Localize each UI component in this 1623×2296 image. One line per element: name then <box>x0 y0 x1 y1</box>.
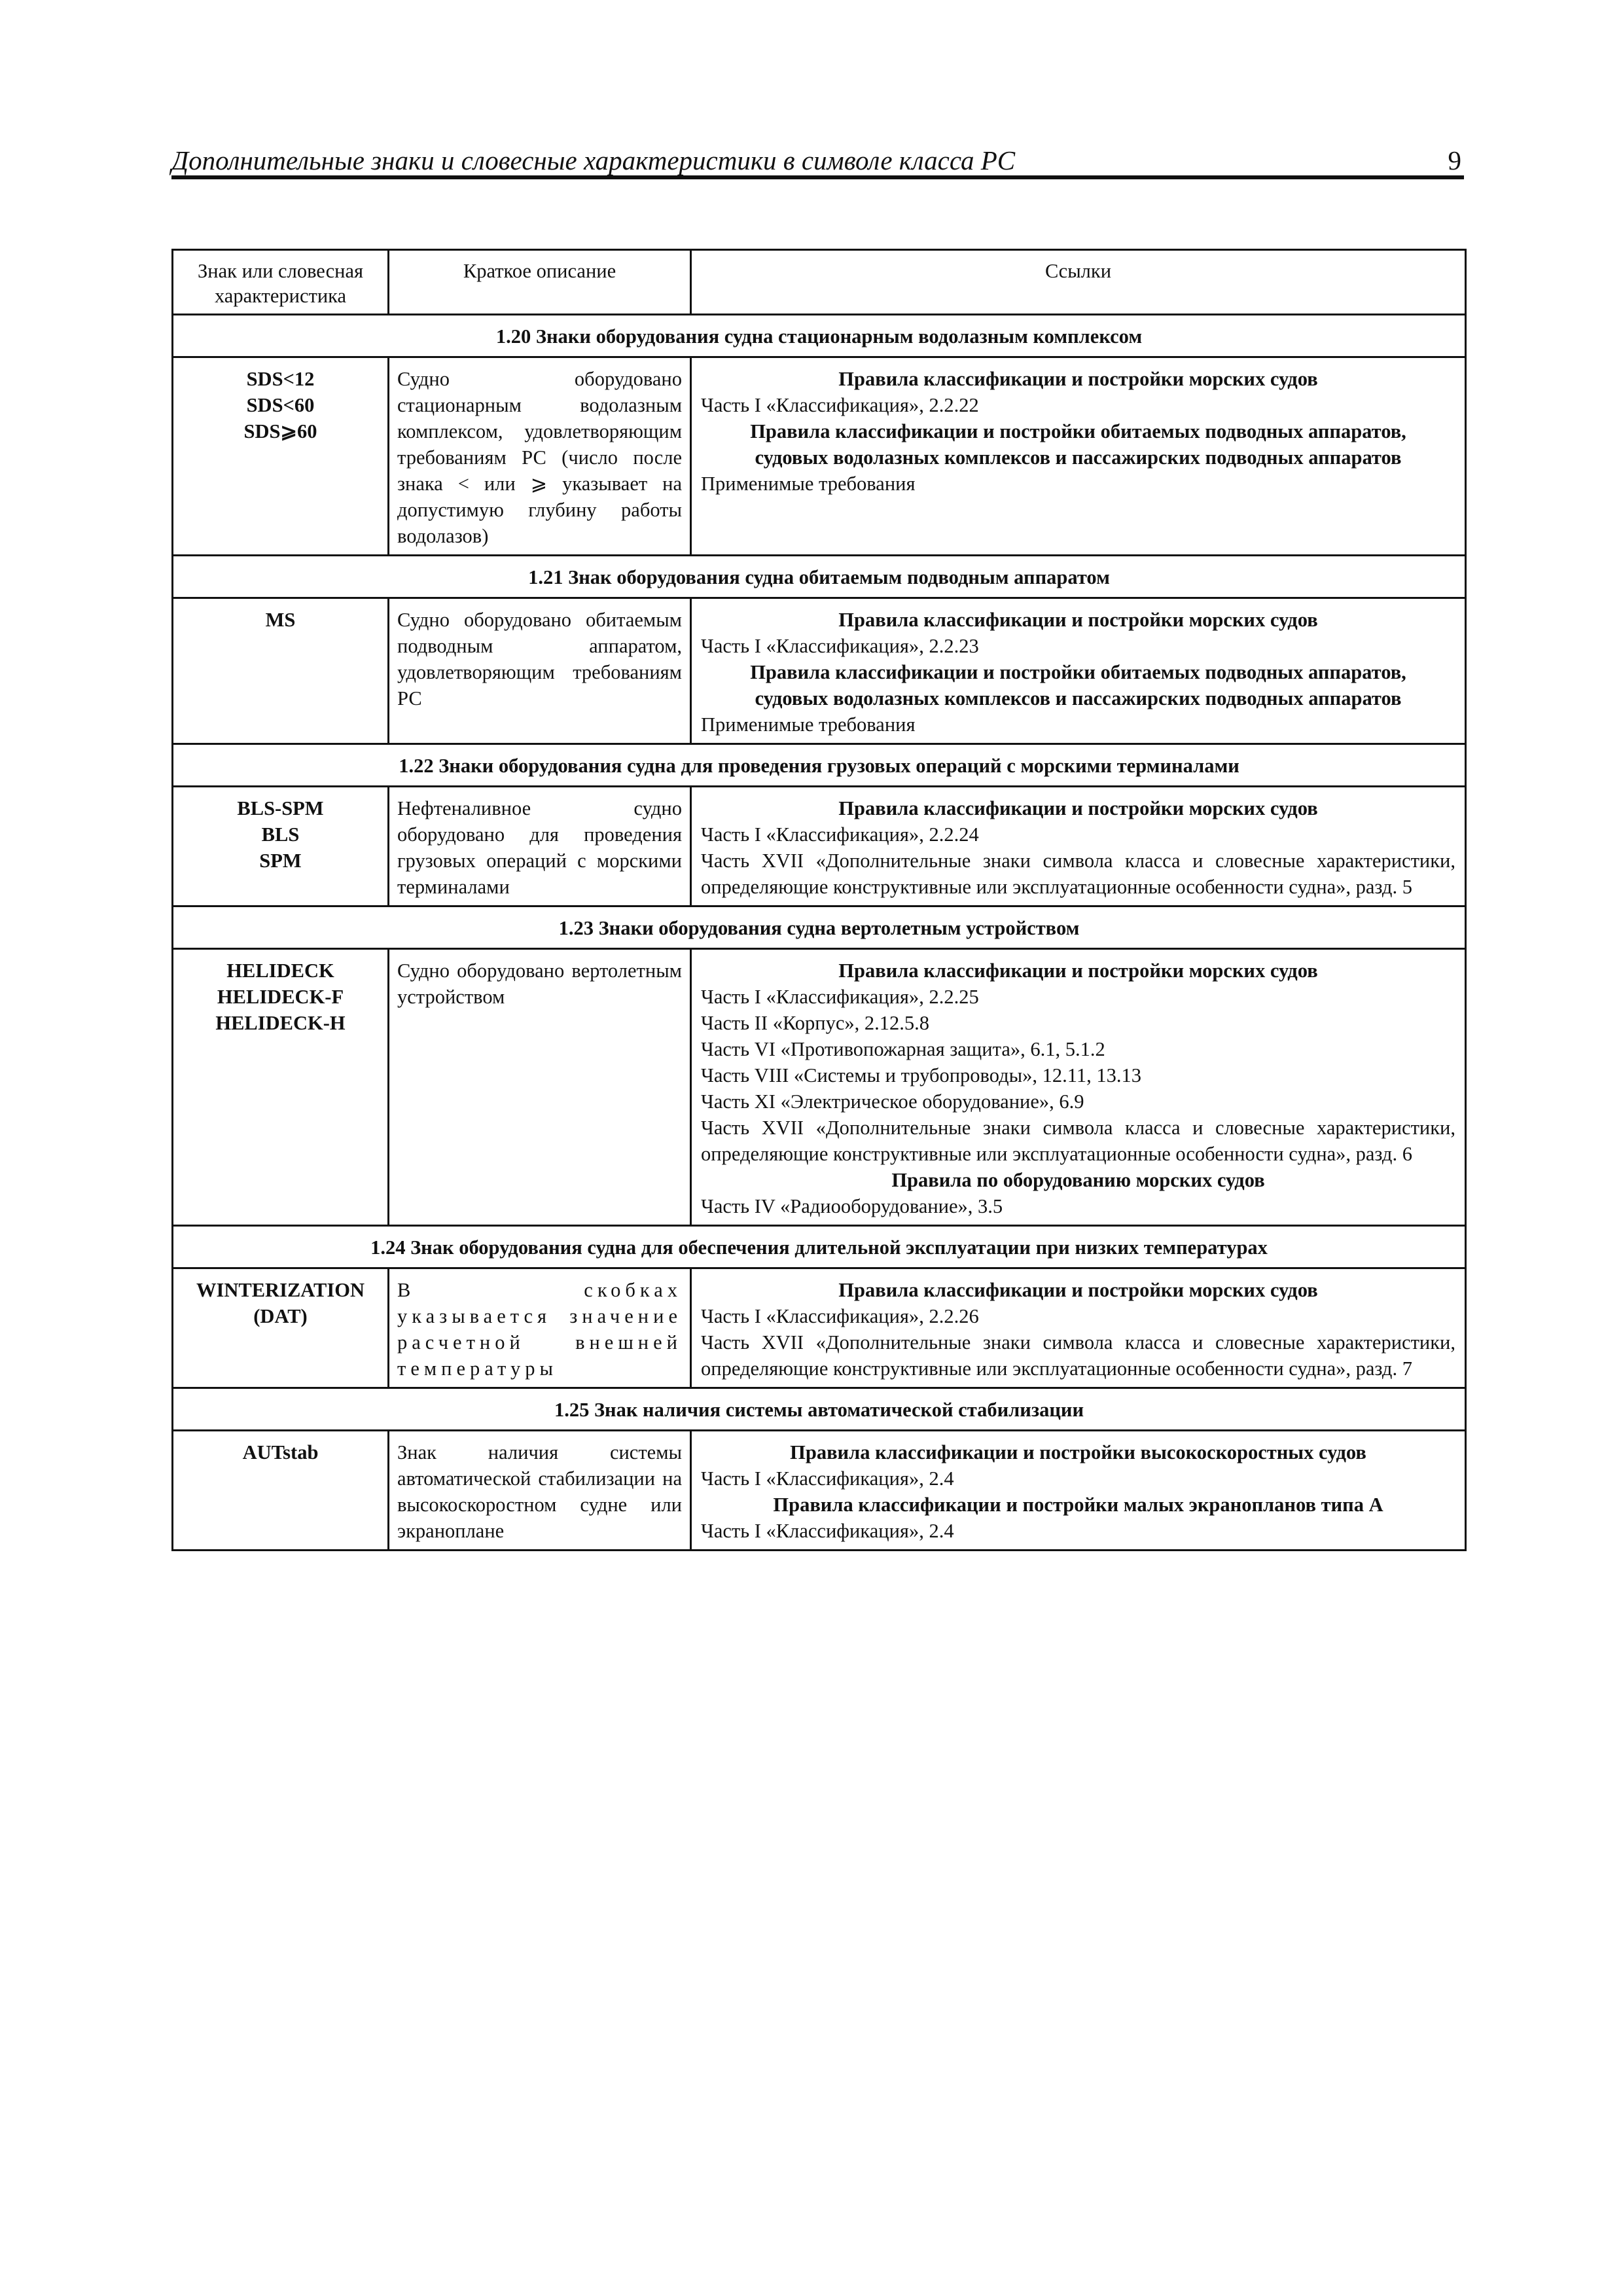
table-body <box>173 315 1466 1551</box>
section-title: 1.25 Знак наличия системы автоматической стабилизации <box>173 1388 1466 1431</box>
section-title: 1.23 Знаки оборудования судна вертолетным устройством <box>173 906 1466 949</box>
sign-cell <box>173 949 389 1226</box>
reference-item: Часть I «Классификация», 2.4 <box>701 1467 954 1490</box>
page-header <box>171 144 1464 179</box>
class-sign: HELIDECK-H <box>215 1012 346 1034</box>
references-cell <box>691 598 1466 744</box>
page-number: 9 <box>1448 145 1461 175</box>
reference-item: Часть IV «Радиооборудование», 3.5 <box>701 1195 1003 1217</box>
rules-document-title: Правила классификации и постройки обитаемых подводных аппаратов, <box>750 420 1406 442</box>
marks-table <box>171 249 1467 1551</box>
rules-document-title: Правила классификации и постройки морских судов <box>838 609 1318 631</box>
description-text: Нефтеналивное судно оборудовано для проведения грузовых операций с морскими терминалами <box>397 797 682 898</box>
reference-item: Часть I «Классификация», 2.2.24 <box>701 823 979 846</box>
reference-item: Часть XVII «Дополнительные знаки символа класса и словесные характеристики, определяющие конструктивные или эксплуатационные особенности судна», разд. 6 <box>701 1117 1455 1165</box>
reference-item: Часть XVII «Дополнительные знаки символа класса и словесные характеристики, определяющие конструктивные или эксплуатационные особенности судна», разд. 7 <box>701 1331 1455 1380</box>
sign-cell <box>173 787 389 906</box>
rules-document-title: Правила классификации и постройки морских судов <box>838 960 1318 982</box>
column-header-sign: Знак или словесная характеристика <box>173 250 389 315</box>
class-sign: AUTstab <box>242 1441 319 1463</box>
reference-item: Часть VI «Противопожарная защита», 6.1, 5.1.2 <box>701 1038 1105 1060</box>
section-heading-row <box>173 1226 1466 1268</box>
class-sign: HELIDECK-F <box>217 986 344 1008</box>
sign-cell <box>173 1268 389 1388</box>
rules-document-title: Правила классификации и постройки обитаемых подводных аппаратов, <box>750 661 1406 683</box>
column-header-references: Ссылки <box>691 250 1466 315</box>
description-text: Судно оборудовано обитаемым подводным аппаратом, удовлетворяющим требованиям РС <box>397 609 682 709</box>
section-heading-row <box>173 556 1466 598</box>
reference-item: Часть I «Классификация», 2.2.25 <box>701 986 979 1008</box>
running-title: Дополнительные знаки и словесные характеристики в символе класса РС <box>171 145 1016 175</box>
table-row <box>173 787 1466 906</box>
class-sign: SDS⩾60 <box>243 420 317 442</box>
description-cell <box>389 787 691 906</box>
references-cell <box>691 949 1466 1226</box>
rules-document-title: Правила классификации и постройки морских судов <box>838 797 1318 819</box>
description-cell <box>389 357 691 556</box>
class-sign: SDS<12 <box>246 368 315 390</box>
reference-item: Применимые требования <box>701 713 916 736</box>
class-sign: HELIDECK <box>226 960 334 982</box>
table-row <box>173 357 1466 556</box>
class-sign: SPM <box>259 850 302 872</box>
description-cell <box>389 1431 691 1551</box>
reference-item: Часть XVII «Дополнительные знаки символа класса и словесные характеристики, определяющие конструктивные или эксплуатационные особенности судна», разд. 5 <box>701 850 1455 898</box>
class-sign: WINTERIZATION <box>196 1279 365 1301</box>
section-heading-row <box>173 315 1466 357</box>
reference-item: Часть VIII «Системы и трубопроводы», 12.11, 13.13 <box>701 1064 1141 1086</box>
rules-document-title: Правила классификации и постройки высокоскоростных судов <box>790 1441 1366 1463</box>
rules-document-title: Правила классификации и постройки морских судов <box>838 1279 1318 1301</box>
section-title: 1.21 Знак оборудования судна обитаемым подводным аппаратом <box>173 556 1466 598</box>
reference-item: Применимые требования <box>701 473 916 495</box>
rules-document-title: Правила классификации и постройки малых экранопланов типа А <box>773 1494 1383 1516</box>
class-sign: MS <box>265 609 296 631</box>
references-cell <box>691 357 1466 556</box>
reference-item: Часть I «Классификация», 2.2.23 <box>701 635 979 657</box>
reference-item: Часть I «Классификация», 2.2.22 <box>701 394 979 416</box>
rules-document-title: судовых водолазных комплексов и пассажирских подводных аппаратов <box>755 446 1402 469</box>
table-row <box>173 1431 1466 1551</box>
references-cell <box>691 1268 1466 1388</box>
class-sign: BLS <box>261 823 300 846</box>
description-cell <box>389 949 691 1226</box>
reference-item: Часть XI «Электрическое оборудование», 6.9 <box>701 1090 1084 1113</box>
column-header-description: Краткое описание <box>389 250 691 315</box>
table-row <box>173 949 1466 1226</box>
rules-document-title: судовых водолазных комплексов и пассажирских подводных аппаратов <box>755 687 1402 709</box>
class-sign: (DAT) <box>253 1305 308 1327</box>
description-cell <box>389 598 691 744</box>
reference-item: Часть II «Корпус», 2.12.5.8 <box>701 1012 930 1034</box>
references-cell <box>691 1431 1466 1551</box>
reference-item: Часть I «Классификация», 2.4 <box>701 1520 954 1542</box>
section-title: 1.24 Знак оборудования судна для обеспечения длительной эксплуатации при низких температурах <box>173 1226 1466 1268</box>
reference-item: Часть I «Классификация», 2.2.26 <box>701 1305 979 1327</box>
table-row <box>173 598 1466 744</box>
rules-document-title: Правила по оборудованию морских судов <box>891 1169 1265 1191</box>
table-header-row <box>173 250 1466 315</box>
sign-cell <box>173 598 389 744</box>
description-text: Судно оборудовано вертолетным устройством <box>397 960 682 1008</box>
class-sign: SDS<60 <box>246 394 315 416</box>
description-cell <box>389 1268 691 1388</box>
section-heading-row <box>173 1388 1466 1431</box>
description-text: Судно оборудовано стационарным водолазным комплексом, удовлетворяющим требованиям РС (число после знака < или ⩾ указывает на допустимую глубину работы водолазов) <box>397 368 682 547</box>
description-text: Знак наличия системы автоматической стабилизации на высокоскоростном судне или экраноплане <box>397 1441 682 1542</box>
references-cell <box>691 787 1466 906</box>
rules-document-title: Правила классификации и постройки морских судов <box>838 368 1318 390</box>
description-text: В скобках указывается значение расчетной внешней температуры <box>397 1279 682 1380</box>
sign-cell <box>173 1431 389 1551</box>
section-title: 1.20 Знаки оборудования судна стационарным водолазным комплексом <box>173 315 1466 357</box>
section-title: 1.22 Знаки оборудования судна для проведения грузовых операций с морскими терминалами <box>173 744 1466 787</box>
class-sign: BLS-SPM <box>237 797 324 819</box>
sign-cell <box>173 357 389 556</box>
section-heading-row <box>173 744 1466 787</box>
table-row <box>173 1268 1466 1388</box>
section-heading-row <box>173 906 1466 949</box>
